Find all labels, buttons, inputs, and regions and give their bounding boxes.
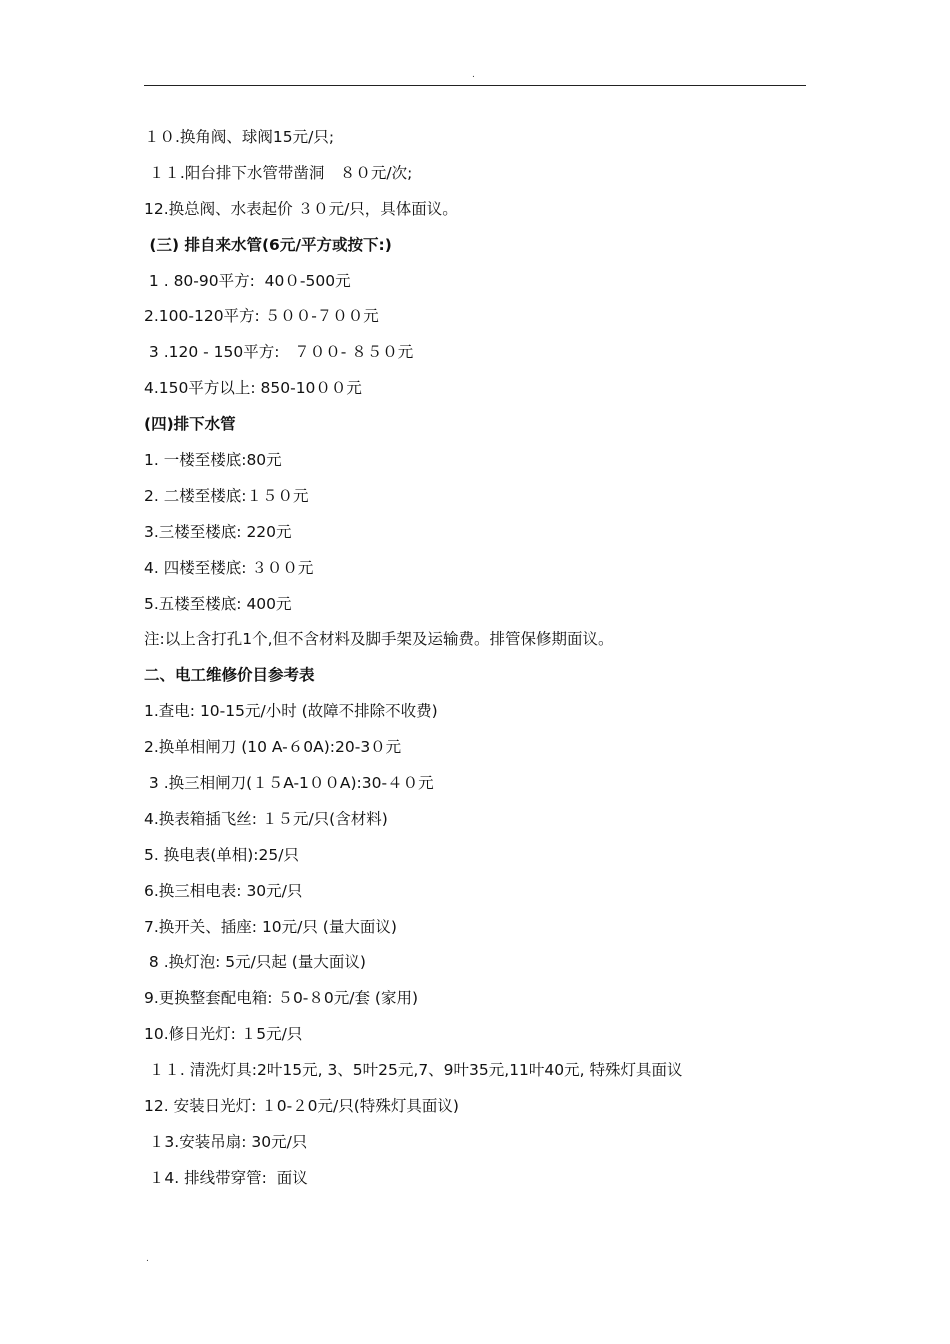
price-item-line: 1. 一楼至楼底:80元 (144, 451, 282, 470)
document-body (144, 125, 824, 1202)
price-item-line: 10.修日光灯: １5元/只 (144, 1025, 303, 1044)
price-item-line: 4. 四楼至楼底: ３００元 (144, 558, 314, 577)
price-item-line: 8 .换灯泡: 5元/只起 (量大面议) (144, 953, 366, 972)
header-mark: . (472, 70, 475, 80)
price-item-line: 12.换总阀、水表起价 ３０元/只，具体面议。 (144, 199, 458, 218)
price-item-line: 6.换三相电表: 30元/只 (144, 881, 303, 900)
price-item-line: １4. 排线带穿管: 面议 (144, 1168, 308, 1187)
price-item-line: 5.五楼至楼底: 400元 (144, 594, 292, 613)
section-heading: (四)排下水管 (144, 415, 236, 434)
price-item-line: １１.阳台排下水管带凿洞 ８０元/次; (144, 163, 413, 182)
price-item-line: 4.换表箱插飞丝: １５元/只(含材料) (144, 809, 388, 828)
section-heading: 二、电工维修价目参考表 (144, 666, 315, 685)
price-item-line: 12. 安装日光灯: １0-２0元/只(特殊灯具面议) (144, 1097, 459, 1116)
price-item-line: 4.150平方以上: 850-10００元 (144, 379, 362, 398)
price-item-line: 2.100-120平方: ５００-７００元 (144, 307, 379, 326)
footer-mark: . (146, 1254, 149, 1264)
price-item-line: 7.换开关、插座: 10元/只 (量大面议) (144, 917, 397, 936)
price-item-line: 3 .120 - 150平方: ７００- ８５０元 (144, 343, 414, 362)
price-item-line: 2.换单相闸刀 (10 A-６0A):20-3０元 (144, 738, 402, 757)
price-item-line: 注:以上含打孔1个,但不含材料及脚手架及运输费。排管保修期面议。 (144, 630, 614, 649)
price-item-line: １3.安装吊扇: 30元/只 (144, 1132, 308, 1151)
price-item-line: 3.三楼至楼底: 220元 (144, 522, 292, 541)
price-item-line: 1.查电: 10-15元/小时 (故障不排除不收费) (144, 702, 438, 721)
price-item-line: 1 . 80-90平方: 40０-500元 (144, 271, 351, 290)
price-item-line: 2. 二楼至楼底:１５０元 (144, 486, 309, 505)
price-item-line: １１. 清洗灯具:2叶15元, 3、5叶25元,7、9叶35元,11叶40元, 特殊灯具面议 (144, 1061, 683, 1080)
price-item-line: 9.更换整套配电箱: ５0-８0元/套 (家用) (144, 989, 418, 1008)
price-item-line: １０.换角阀、球阀15元/只; (144, 128, 335, 146)
header-rule (144, 85, 806, 86)
price-item-line: 3 .换三相闸刀(１５A-1００A):30-４０元 (144, 774, 434, 793)
price-item-line: 5. 换电表(单相):25/只 (144, 845, 299, 864)
section-heading: (三) 排自来水管(6元/平方或按下:) (144, 235, 392, 254)
